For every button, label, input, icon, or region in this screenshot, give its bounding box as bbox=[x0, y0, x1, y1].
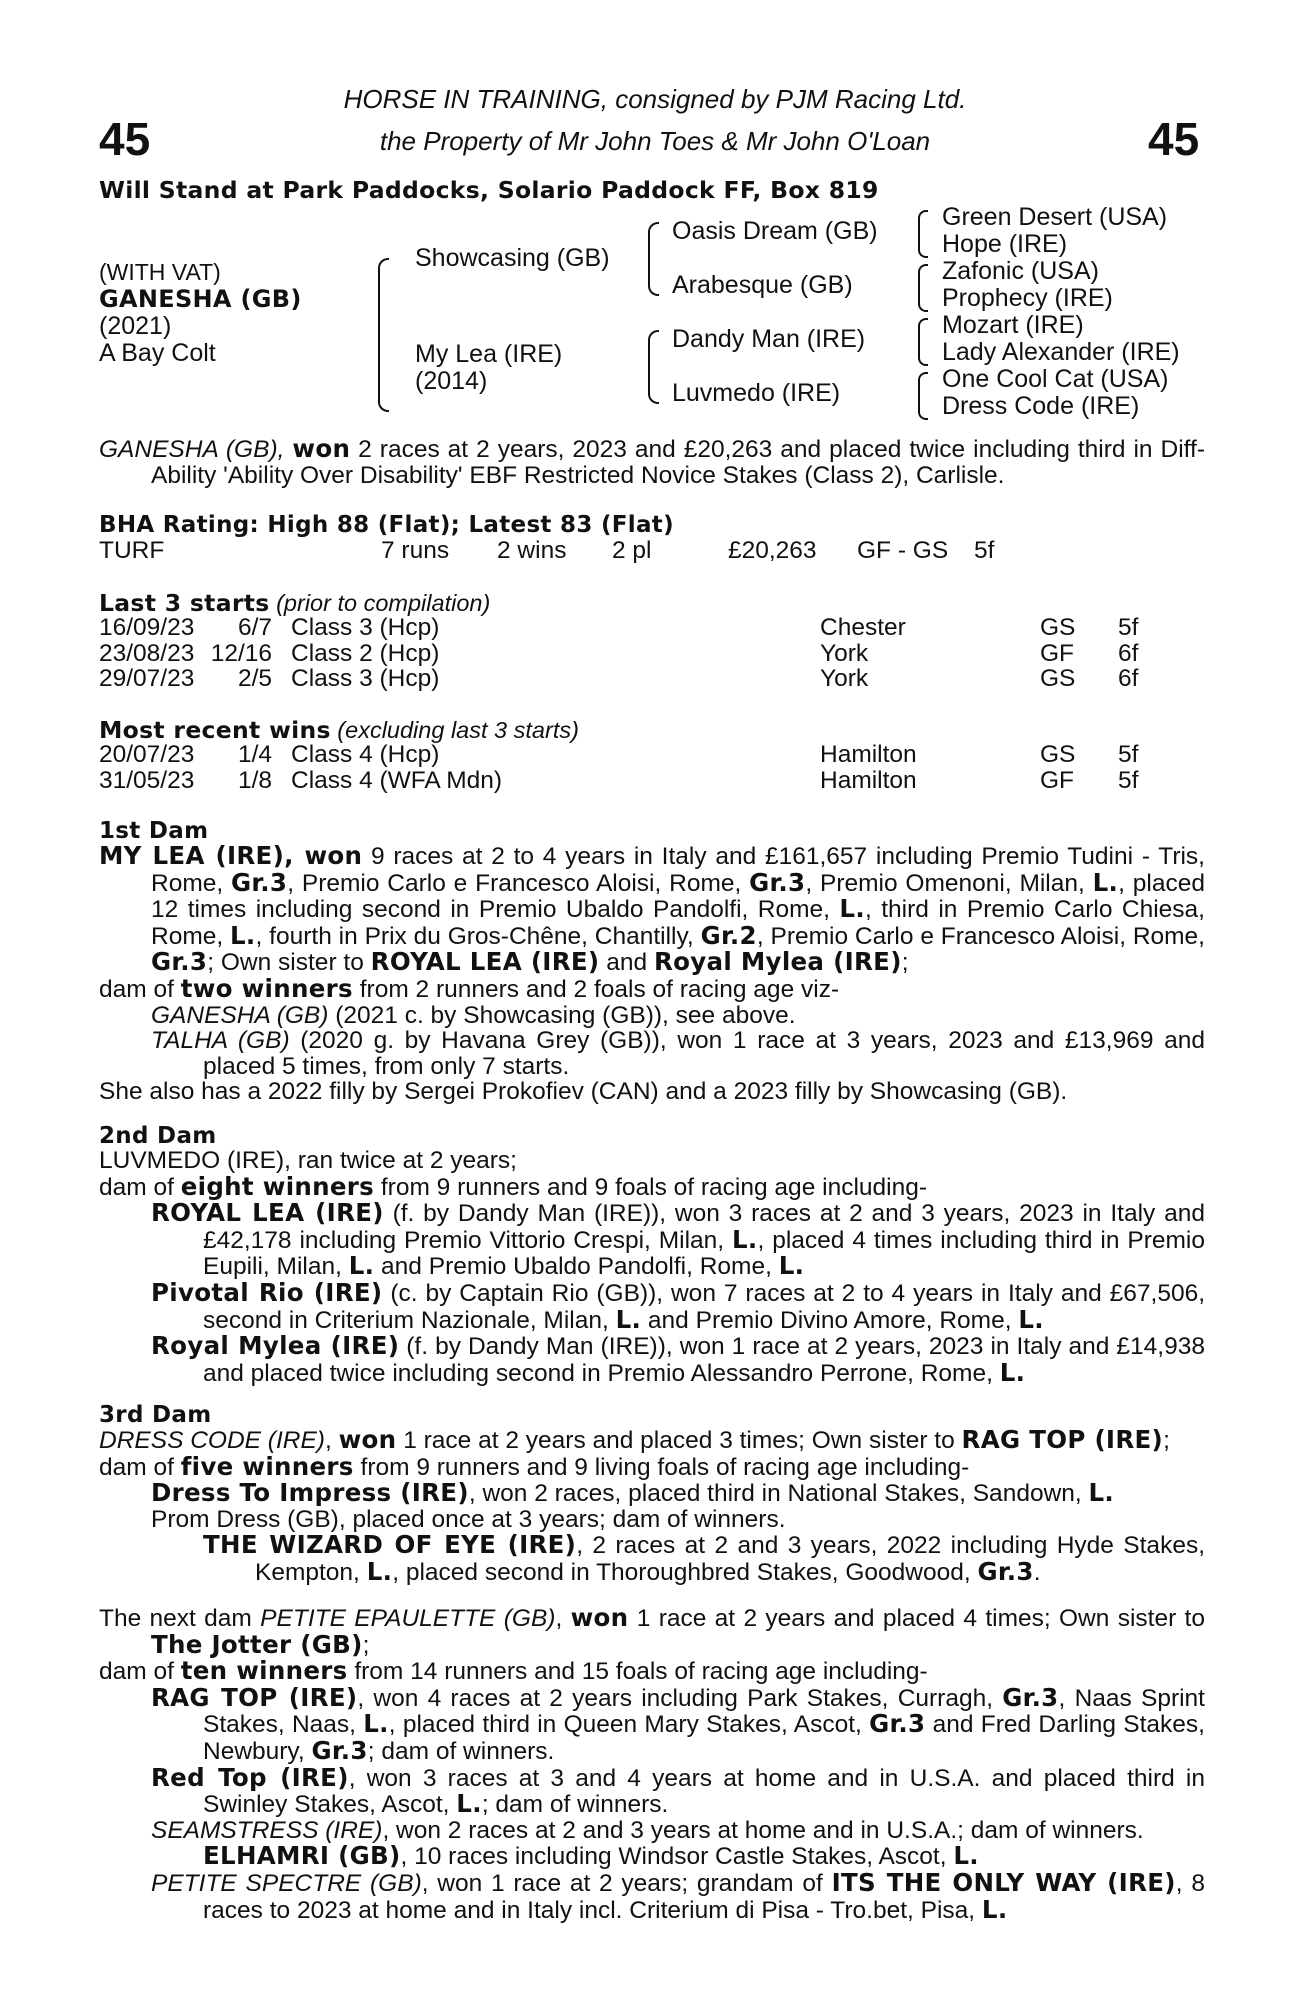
header-consignor: HORSE IN TRAINING, consigned by PJM Racing Ltd. bbox=[343, 84, 967, 114]
rating-wins: 2 wins bbox=[497, 537, 567, 564]
pedigree-sire-dam: Arabesque (GB) bbox=[672, 271, 853, 299]
dam1-heading: 1st Dam bbox=[99, 818, 209, 844]
vat-note: (WITH VAT) bbox=[99, 259, 221, 285]
pedigree-brace bbox=[648, 330, 659, 404]
lot-number-left: 45 bbox=[99, 113, 151, 165]
last3-cell-date: 16/09/23 bbox=[99, 614, 195, 641]
pedigree-brace bbox=[918, 318, 928, 366]
last3-heading: Last 3 starts (prior to compilation) bbox=[99, 589, 491, 617]
dam2-heading: 2nd Dam bbox=[99, 1123, 217, 1149]
summary-won: won bbox=[292, 434, 351, 463]
race-summary bbox=[99, 436, 1205, 488]
recent-cell-cls: Class 4 (WFA Mdn) bbox=[291, 766, 503, 794]
recent-cell-pos: 1/4 bbox=[237, 741, 272, 768]
summary-horse-name: GANESHA (GB), bbox=[99, 436, 285, 463]
last3-cell-date: 23/08/23 bbox=[99, 639, 195, 667]
pedigree-dam: My Lea (IRE) bbox=[415, 340, 563, 368]
recent-cell-going: GS bbox=[1040, 741, 1076, 768]
recent-cell-dist: 5f bbox=[1118, 766, 1139, 794]
recent-cell-cls: Class 4 (Hcp) bbox=[291, 741, 440, 768]
last3-cell-course: York bbox=[820, 639, 869, 667]
dam2-body: LUVMEDO (IRE), ran twice at 2 years; dam of eight winners from 9 runners and 9 foals of racing age including- ROYAL LEA (IRE) (f. by Dandy Man (IRE)), won 3 races at 2 and 3 years, 2023 in Italy and £42,178 including Premio Vittorio Crespi, Milan, L., placed 4 times including third in Premio Eupili, Milan, L. and Premio Ubaldo Pandolfi, Rome, L. Pivotal Rio (IRE) (c. by Captain Rio (GB)), won 7 races at 2 to 4 years in Italy and £67,506, second in Criterium Nazionale, Milan, L. and Premio Divino Amore, Rome, L. Royal Mylea (IRE) (f. by Dandy Man (IRE)), won 1 race at 2 years, 2023 in Italy and £14,938 and placed twice including second in Premio Alessandro Perrone, Rome, L. bbox=[99, 1147, 1205, 1387]
rating-going: GF - GS bbox=[857, 537, 949, 564]
recent-cell-dist: 5f bbox=[1118, 741, 1139, 768]
dam3-body: DRESS CODE (IRE), won 1 race at 2 years and placed 3 times; Own sister to RAG TOP (IRE); dam of five winners from 9 runners and 9 living foals of racing age including- Dress To Impress (IRE), won 2 races, placed third in National Stakes, Sandown, L. Prom Dress (GB), placed once at 3 years; dam of winners. THE WIZARD OF EYE (IRE), 2 races at 2 and 3 years, 2022 including Hyde Stakes, Kempton, L., placed second in Thoroughbred Stakes, Goodwood, Gr.3. bbox=[99, 1425, 1205, 1586]
rating-earnings: £20,263 bbox=[728, 537, 817, 564]
rating-placed: 2 pl bbox=[612, 537, 652, 564]
last3-cell-dist: 6f bbox=[1118, 665, 1139, 693]
recent-cell-going: GF bbox=[1040, 766, 1075, 794]
pedigree-ggd-3: Lady Alexander (IRE) bbox=[942, 338, 1180, 366]
dam1-body: MY LEA (IRE), won 9 races at 2 to 4 years in Italy and £161,657 including Premio Tudini - Tris, Rome, Gr.3, Premio Carlo e Francesco Aloisi, Rome, Gr.3, Premio Omenoni, Milan, L., placed 12 times including second in Premio Ubaldo Pandolfi, Rome, L., third in Premio Carlo Chiesa, Rome, L., fourth in Prix du Gros-Chêne, Chantilly, Gr.2, Premio Carlo e Francesco Aloisi, Rome, Gr.3; Own sister to ROYAL LEA (IRE) and Royal Mylea (IRE); dam of two winners from 2 runners and 2 foals of racing age viz- GANESHA (GB) (2021 c. by Showcasing (GB)), see above. TALHA (GB) (2020 g. by Havana Grey (GB)), won 1 race at 3 years, 2023 and £13,969 and placed 5 times, from only 7 starts. She also has a 2022 filly by Sergei Prokofiev (CAN) and a 2023 filly by Showcasing (GB). bbox=[99, 841, 1205, 1106]
stand-location: Will Stand at Park Paddocks, Solario Paddock FF, Box 819 bbox=[99, 176, 879, 204]
last3-cell-going: GS bbox=[1040, 614, 1076, 641]
pedigree-brace bbox=[918, 372, 928, 420]
bha-rating: BHA Rating: High 88 (Flat); Latest 83 (Flat) bbox=[99, 512, 674, 538]
last3-cell-cls: Class 3 (Hcp) bbox=[291, 665, 440, 693]
rating-surface: TURF bbox=[99, 537, 165, 564]
pedigree-ggs-2: Zafonic (USA) bbox=[942, 257, 1099, 285]
last3-cell-going: GS bbox=[1040, 665, 1076, 693]
last3-cell-pos: 2/5 bbox=[237, 665, 272, 693]
pedigree-sire-sire: Oasis Dream (GB) bbox=[672, 217, 878, 245]
summary-text: 2 races at 2 years, 2023 and £20,263 and placed twice including third in bbox=[350, 436, 1153, 463]
last3-cell-dist: 5f bbox=[1118, 614, 1139, 641]
last3-cell-cls: Class 3 (Hcp) bbox=[291, 614, 440, 641]
pedigree-sire: Showcasing (GB) bbox=[415, 244, 610, 272]
pedigree-ggd-2: Prophecy (IRE) bbox=[942, 284, 1113, 312]
recent-cell-course: Hamilton bbox=[820, 766, 917, 794]
pedigree-ggs-3: Mozart (IRE) bbox=[942, 311, 1084, 339]
last3-cell-date: 29/07/23 bbox=[99, 665, 195, 693]
header-property: the Property of Mr John Toes & Mr John O'Loan bbox=[379, 126, 931, 156]
last3-cell-dist: 6f bbox=[1118, 639, 1139, 667]
pedigree-ggd-4: Dress Code (IRE) bbox=[942, 392, 1140, 420]
pedigree-brace bbox=[378, 258, 389, 412]
last3-cell-course: York bbox=[820, 665, 869, 693]
summary-text-2: Diff-Ability 'Ability Over Disability' EBF Restricted Novice Stakes (Class 2), Carlisle. bbox=[151, 436, 1205, 489]
horse-description: A Bay Colt bbox=[99, 339, 216, 367]
pedigree-brace bbox=[918, 264, 928, 312]
rating-runs: 7 runs bbox=[381, 537, 450, 564]
recent-cell-course: Hamilton bbox=[820, 741, 917, 768]
horse-name: GANESHA (GB) bbox=[99, 285, 302, 313]
horse-year: (2021) bbox=[99, 312, 172, 340]
pedigree-brace bbox=[918, 210, 928, 258]
dam3-heading: 3rd Dam bbox=[99, 1402, 212, 1428]
pedigree-dam-sire: Dandy Man (IRE) bbox=[672, 325, 866, 353]
last3-cell-pos: 6/7 bbox=[237, 614, 272, 641]
pedigree-ggs-1: Green Desert (USA) bbox=[942, 203, 1168, 231]
rating-distance: 5f bbox=[974, 537, 995, 564]
pedigree-dam-dam: Luvmedo (IRE) bbox=[672, 379, 841, 407]
recent-heading: Most recent wins (excluding last 3 starts) bbox=[99, 716, 579, 744]
lot-number-right: 45 bbox=[1148, 113, 1200, 165]
last3-cell-cls: Class 2 (Hcp) bbox=[291, 639, 440, 667]
last3-cell-going: GF bbox=[1040, 639, 1075, 667]
recent-cell-pos: 1/8 bbox=[237, 766, 272, 794]
pedigree-brace bbox=[648, 222, 659, 296]
pedigree-ggd-1: Hope (IRE) bbox=[942, 230, 1068, 258]
recent-cell-date: 20/07/23 bbox=[99, 741, 195, 768]
pedigree-dam-year: (2014) bbox=[415, 367, 488, 395]
pedigree-ggs-4: One Cool Cat (USA) bbox=[942, 365, 1169, 393]
next-dam-body: The next dam PETITE EPAULETTE (GB), won 1 race at 2 years and placed 4 times; Own sister to The Jotter (GB); dam of ten winners from 14 runners and 15 foals of racing age including- RAG TOP (IRE), won 4 races at 2 years including Park Stakes, Curragh, Gr.3, Naas Sprint Stakes, Naas, L., placed third in Queen Mary Stakes, Ascot, Gr.3 and Fred Darling Stakes, Newbury, Gr.3; dam of winners. Red Top (IRE), won 3 races at 3 and 4 years at home and in U.S.A. and placed third in Swinley Stakes, Ascot, L.; dam of winners. SEAMSTRESS (IRE), won 2 races at 2 and 3 years at home and in U.S.A.; dam of winners. ELHAMRI (GB), 10 races including Windsor Castle Stakes, Ascot, L. PETITE SPECTRE (GB), won 1 race at 2 years; grandam of ITS THE ONLY WAY (IRE), 8 races to 2023 at home and in Italy incl. Criterium di Pisa - Tro.bet, Pisa, L. bbox=[99, 1603, 1205, 1924]
last3-cell-pos: 12/16 bbox=[210, 639, 272, 667]
recent-cell-date: 31/05/23 bbox=[99, 766, 195, 794]
last3-cell-course: Chester bbox=[820, 614, 906, 641]
